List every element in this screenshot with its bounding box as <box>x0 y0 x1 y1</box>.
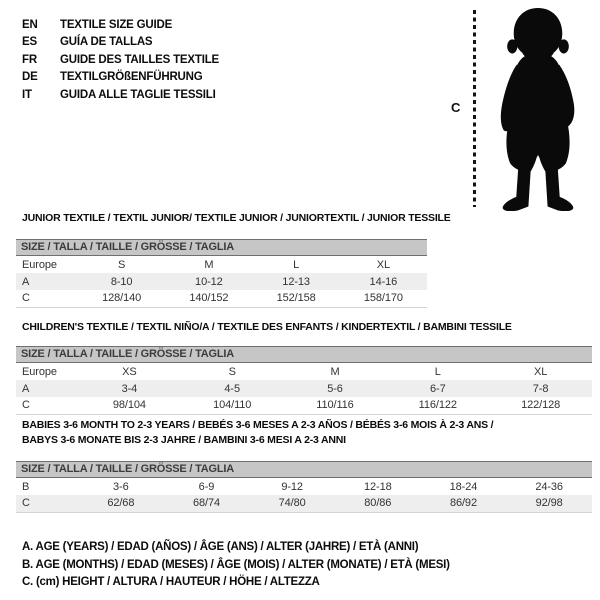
value-cell: XL <box>376 258 390 271</box>
guide-title: GUIDA ALLE TAGLIE TESSILI <box>60 88 216 101</box>
table-row <box>16 478 592 495</box>
value-cell: 6-7 <box>386 380 489 397</box>
language-code: IT <box>22 88 32 101</box>
table-row <box>16 380 592 397</box>
table-row <box>16 397 592 414</box>
legend-line: C. (cm) HEIGHT / ALTURA / HAUTEUR / HÖHE / ALTEZZA <box>22 576 320 588</box>
value-cell: 7-8 <box>489 380 592 397</box>
value-cell: XL <box>533 365 548 378</box>
language-row-it <box>22 86 219 104</box>
value-cell: XS <box>122 365 137 378</box>
children-section-title <box>22 320 512 335</box>
value-cell: 110/116 <box>316 399 354 412</box>
size-header-bar: SIZE / TALLA / TAILLE / GRÖSSE / TAGLIA <box>16 346 592 363</box>
value-cell: 80/86 <box>335 495 421 512</box>
language-row-fr <box>22 51 219 69</box>
value-cell: 24-36 <box>535 480 563 493</box>
height-measure-label: C <box>451 100 461 115</box>
value-cell: 5-6 <box>284 380 387 397</box>
row-label-cell: B <box>22 480 30 493</box>
value-cell: 12-13 <box>253 273 340 290</box>
size-table <box>16 478 592 513</box>
value-cell: 140/152 <box>189 292 229 305</box>
table-row <box>16 273 427 290</box>
size-header-bar: SIZE / TALLA / TAILLE / GRÖSSE / TAGLIA <box>16 239 427 256</box>
value-cell: 74/80 <box>249 495 335 512</box>
value-cell: 152/158 <box>276 292 316 305</box>
value-cell: 18-24 <box>449 480 478 493</box>
size-header-bar: SIZE / TALLA / TAILLE / GRÖSSE / TAGLIA <box>16 461 592 478</box>
table-row <box>16 290 427 307</box>
section-title-line: BABIES 3-6 MONTH TO 2-3 YEARS / BEBÉS 3-6 MESES A 2-3 AÑOS / BÉBÉS 3-6 MOIS À 2-3 ANS / <box>22 419 494 431</box>
value-cell: 92/98 <box>506 495 592 512</box>
guide-title: TEXTILE SIZE GUIDE <box>60 18 173 31</box>
guide-title: TEXTILGRÖßENFÜHRUNG <box>60 71 203 84</box>
value-cell: 104/110 <box>213 399 252 412</box>
value-cell: 6-9 <box>198 480 215 493</box>
table-row <box>16 363 592 380</box>
language-title-list <box>22 16 219 104</box>
babies-size-table <box>16 461 592 513</box>
language-row-de <box>22 69 219 87</box>
language-code: EN <box>22 18 38 31</box>
value-cell: M <box>204 258 214 271</box>
value-cell: 10-12 <box>165 273 252 290</box>
section-title-line: BABYS 3-6 MONATE BIS 2-3 JAHRE / BAMBINI 3-6 MESI A 2-3 ANNI <box>22 434 346 446</box>
value-cell: 116/122 <box>418 399 457 412</box>
value-cell: 158/170 <box>363 292 403 305</box>
value-cell: 122/128 <box>521 399 561 412</box>
row-label-cell: C <box>22 292 30 305</box>
language-code: DE <box>22 71 38 84</box>
row-label-cell: Europe <box>22 258 57 271</box>
junior-section-title <box>22 211 451 226</box>
value-cell: 14-16 <box>340 273 427 290</box>
value-cell: S <box>118 258 126 271</box>
guide-title: GUÍA DE TALLAS <box>60 36 153 49</box>
size-table <box>16 256 427 308</box>
section-title-line: CHILDREN'S TEXTILE / TEXTIL NIÑO/A / TEXTILE DES ENFANTS / KINDERTEXTIL / BAMBINI TESSILE <box>22 321 512 333</box>
value-cell: 3-4 <box>78 380 181 397</box>
row-label-cell: Europe <box>22 365 57 378</box>
value-cell: 3-6 <box>113 480 129 493</box>
row-label-cell: A <box>16 380 78 397</box>
value-cell: 86/92 <box>421 495 507 512</box>
language-code: FR <box>22 53 37 66</box>
children-size-table <box>16 346 592 415</box>
babies-section-title <box>22 418 493 448</box>
value-cell: 4-5 <box>181 380 284 397</box>
value-cell: L <box>434 365 441 378</box>
size-table <box>16 363 592 415</box>
measurement-legend <box>22 539 450 592</box>
row-label-cell: C <box>22 399 30 412</box>
junior-size-table <box>16 239 427 308</box>
table-row <box>16 495 592 512</box>
legend-line: B. AGE (MONTHS) / EDAD (MESES) / ÂGE (MOIS) / ALTER (MONATE) / ETÀ (MESI) <box>22 558 450 571</box>
language-row-en <box>22 16 219 34</box>
value-cell: 128/140 <box>102 292 142 305</box>
value-cell: L <box>293 258 300 271</box>
section-title-line: JUNIOR TEXTILE / TEXTIL JUNIOR/ TEXTILE JUNIOR / JUNIORTEXTIL / JUNIOR TESSILE <box>22 212 451 224</box>
height-dashed-line <box>473 10 476 207</box>
value-cell: 8-10 <box>78 273 165 290</box>
value-cell: 9-12 <box>281 480 303 493</box>
value-cell: 98/104 <box>112 399 146 412</box>
legend-line: A. AGE (YEARS) / EDAD (AÑOS) / ÂGE (ANS) / ALTER (JAHRE) / ETÀ (ANNI) <box>22 541 419 553</box>
value-cell: 68/74 <box>164 495 250 512</box>
table-row <box>16 256 427 273</box>
row-label-cell: C <box>16 495 78 512</box>
value-cell: 12-18 <box>363 480 392 493</box>
value-cell: 62/68 <box>78 495 164 512</box>
toddler-silhouette-icon <box>487 7 589 211</box>
language-row-es <box>22 34 219 52</box>
value-cell: M <box>330 365 340 378</box>
value-cell: S <box>228 365 236 378</box>
language-code: ES <box>22 36 37 49</box>
row-label-cell: A <box>16 273 78 290</box>
guide-title: GUIDE DES TAILLES TEXTILE <box>60 53 219 66</box>
